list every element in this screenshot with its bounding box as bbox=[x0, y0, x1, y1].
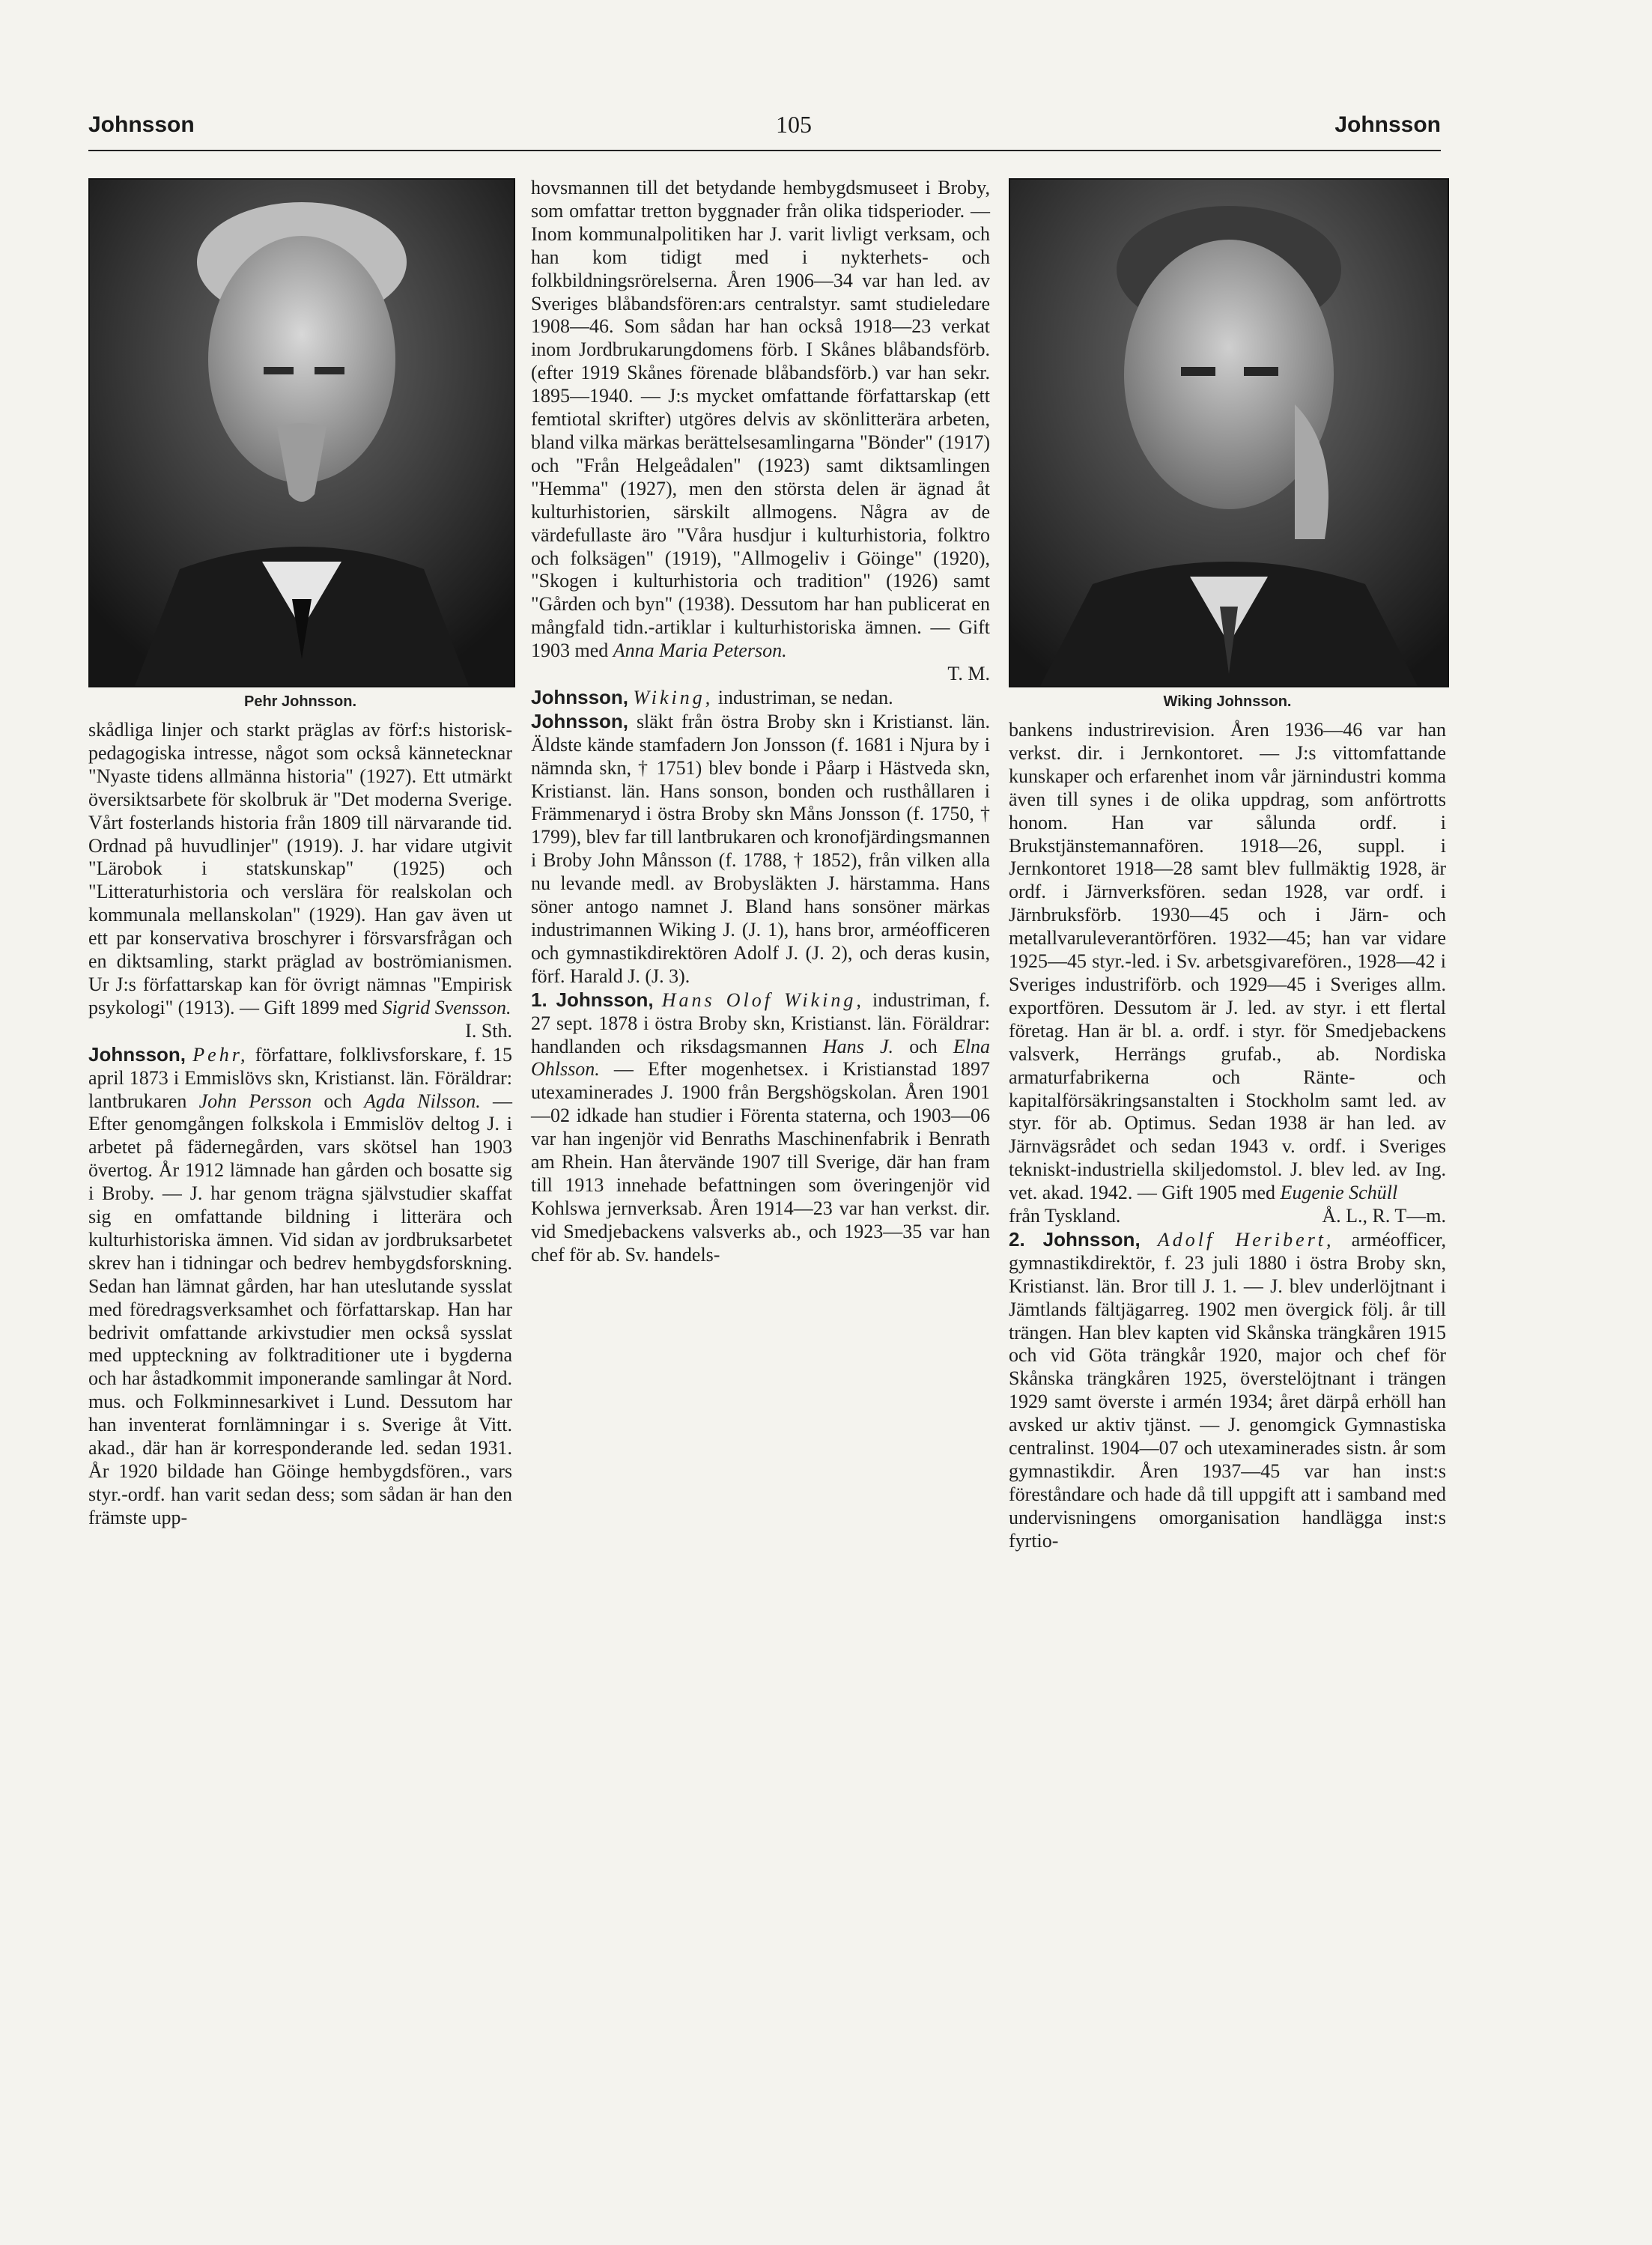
paragraph-continuation: bankens industrirevision. Åren 1936—46 var han verkst. dir. i Jernkontoret. — J:s vittomfattande kunskaper och erfarenhet inom vår järnindustri komma även till synes i de olika uppdrag, som anförtrotts honom. Han var sålunda ordf. i Brukstjänstemannafören. 1918—26, suppl. i Jernkontoret 1918—28 samt blev fullmäktig 1928, är ordf. i Järnverksfören. sedan 1928, var ordf. i Järnbruksförb. 1930—45 och i Järn- och metallvaruleverantörfören. 1932—45; han var vidare 1925—45 styr.-led. i Sv. arbetsgivarefören., 1928—42 i Sveriges industriförb. och 1929—45 i Sveriges allm. exportfören. Dessutom är J. led. av styr. i ett flertal företag. Han är bl. a. ordf. i styr. för Smedjebackens valsverk, Herrängs grufab., ab. Nordiska armaturfabrikerna och Ränte- och kapitalförsäkringsanstalten i Stockholm samt led. av styr. för ab. Optimus. Sedan 1938 är han led. av Järnvägsrådet och sedan 1943 v. ordf. i Sveriges tekniskt-industriella skiljedomstol. J. blev led. av Ing. vet. akad. 1942. — Gift 1905 med Eugenie Schüll bbox=[1009, 719, 1446, 1204]
page-number: 105 bbox=[776, 111, 812, 138]
text-column-3 bbox=[1009, 719, 1446, 1553]
header-rule bbox=[88, 150, 1441, 151]
portrait-photo-pehr bbox=[88, 178, 515, 687]
author-signature: från Tyskland. Å. L., R. T—m. bbox=[1009, 1205, 1446, 1227]
running-head-left: Johnsson bbox=[88, 112, 195, 137]
entry-cross-reference: Johnsson, Wiking, industriman, se nedan. bbox=[531, 685, 893, 708]
portrait-1-image bbox=[90, 180, 514, 686]
portrait-1-caption: Pehr Johnsson. bbox=[243, 693, 357, 710]
entry-wiking-johnsson: 1. Johnsson, Hans Olof Wiking, industriman, f. 27 sept. 1878 i östra Broby skn, Kristianst. län. Föräldrar: handlanden och riksdagsmannen Hans J. och Elna Ohlsson. — Efter mogenhetsex. i Kristianstad 1897 utexaminerades J. 1900 från Bergshögskolan. Åren 1901—02 idkade han studier i Förenta staterna, och 1903—06 var han ingenjör vid Benraths Maschinenfabrik i Benrath am Rhein. Han återvände 1907 till Sverige, där han fram till 1913 innehade befattningen som överingenjör vid Kohlswa jernverksab. Åren 1914—23 var han verkst. dir. vid Smedjebackens valsverks ab., och 1923—35 var han chef för ab. Sv. handels- bbox=[531, 988, 991, 1266]
entry-adolf-johnsson: 2. Johnsson, Adolf Heribert, arméofficer, gymnastikdirektör, f. 23 juli 1880 i östra Broby skn, Kristianst. län. Bror till J. 1. — J. blev underlöjtnant i Jämtlands fältjägarreg. 1902 men övergick följ. år till trängen. Han blev kapten vid Skånska trängkåren 1915 och vid Göta trängkår 1920, major och chef för Skånska trängkåren 1925, överstelöjtnant i trängen 1929 samt överste i armén 1934; året därpå erhöll han avsked ur aktiv tjänst. — J. genomgick Gymnastiska centralinst. 1904—07 och utexaminerades sistn. år som gymnastikdir. Åren 1937—45 var han inst:s föreståndare och hade då till uppgift att i samband med undervisningens omorganisation handlägga inst:s fyrtio- bbox=[1009, 1227, 1447, 1552]
running-head-right: Johnsson bbox=[1334, 112, 1441, 137]
author-signature: T. M. bbox=[947, 663, 990, 685]
author-signature: I. Sth. bbox=[465, 1019, 512, 1042]
text-column-2 bbox=[531, 177, 990, 1267]
portrait-2-caption: Wiking Johnsson. bbox=[1163, 693, 1292, 710]
paragraph-continuation: skådliga linjer och starkt präglas av förf:s historisk-pedagogiska intresse, något som också kännetecknar "Nyaste tidens allmänna historia" (1927). Ett utmärkt översiktsarbete för skolbruk är "Det moderna Sverige. Vårt fosterlands historia från 1809 till närvarande tid. Ordnad på huvudlinjer" (1919). J. har vidare utgivit "Lärobok i statskunskap" (1925) och "Litteraturhistoria och verslära för realskolan och kommunala mellanskolan" (1929). Han gav även ut ett par konservativa broschyrer i försvarsfrågan och en diktsamling, starkt präglad av boströmianismen. Ur J:s författarskap kan för övrigt nämnas "Empirisk psykologi" (1913). — Gift 1899 med Sigrid Svensson. bbox=[88, 719, 512, 1018]
entry-family-johnsson: Johnsson, släkt från östra Broby skn i Kristianst. län. Äldste kände stamfadern Jon Jonsson (f. 1681 i Njura by i nämnda skn, † 1751) blev bonde i Påarp i Hästveda skn, Kristianst. län. Hans sonson, bonden och rusthållaren i Främmenaryd i östra Broby skn Måns Jonsson (f. 1750, † 1799), blev far till lantbrukaren och kronofjärdingsmannen i Broby John Månsson (f. 1788, † 1852), från vilken alla nu levande medl. av Brobysläkten J. härstamma. Hans söner antogo namnet J. Bland hans sonsöner märkas industrimannen Wiking J. (J. 1), hans bror, arméofficeren och gymnastikdirektören Adolf J. (J. 2), och deras kusin, förf. Harald J. (J. 3). bbox=[531, 709, 991, 987]
entry-pehr-johnsson: Johnsson, Pehr, författare, folklivsforskare, f. 15 april 1873 i Emmislövs skn, Kristianst. län. Föräldrar: lantbrukaren John Persson och Agda Nilsson. — Efter genomgången folkskola i Emmislöv deltog J. i arbetet på fädernegården, vars skötsel han 1903 övertog. År 1912 lämnade han gården och bosatte sig i Broby. — J. har genom trägna självstudier skaffat sig en omfattande bildning i litterära och kulturhistoriska ämnen. Vid sidan av jordbruksarbetet skrev han i tidningar och bedrev hembygdsforskning. Sedan han lämnat gården, har han uteslutande sysslat med föredragsverksamhet och författarskap. Han har bedrivit omfattande arkivstudier men också sysslat med uppteckning av folktraditioner ute i bygderna och har åstadkommit imponerande samlingar åt Nord. mus. och Folkminnesarkivet i Lund. Dessutom har han inventerat fornlämningar i s. Sverige åt Vitt. akad., där han är korresponderande led. sedan 1931. År 1920 bildade han Göinge hembygdsfören., vars styr.-ordf. han varit sedan dess; som sådan är han den främste upp- bbox=[88, 1042, 512, 1528]
portrait-2-image bbox=[1010, 180, 1448, 686]
portrait-photo-wiking bbox=[1009, 178, 1449, 687]
text-column-1 bbox=[88, 719, 512, 1530]
paragraph-continuation: hovsmannen till det betydande hembygdsmuseet i Broby, som omfattar tretton byggnader från olika tidsperioder. — Inom kommunalpolitiken har J. varit livligt verksam, och han kom tidigt med i nykterhets- och folkbildningsrörelserna. Åren 1906—34 var han led. av Sveriges blåbandsfören:ars centralstyr. samt studieledare 1908—46. Som sådan har han också 1918—23 verkat inom Jordbrukarungdomens förb. I Skånes blåbandsförb. (efter 1919 Skånes förenade blåbandsförb.) var han sekr. 1895—1940. — J:s mycket omfattande författarskap (ett femtiotal skrifter) utgöres delvis av skönlitterära arbeten, bland vilka märkas berättelsesamlingarna "Bönder" (1917) och "Från Helgeådalen" (1923) samt diktsamlingen "Hemma" (1927), men den största delen är ägnad åt kulturhistorien, särskilt allmogens. Några av de värdefullaste äro "Våra husdjur i kulturhistoria, folktro och folksägen" (1919), "Allmogeliv i Göinge" (1920), "Skogen i kulturhistoria och tradition" (1926) samt "Gården och byn" (1938). Dessutom har han publicerat en mångfald tidn.-artiklar i kulturhistoriska ämnen. — Gift 1903 med Anna Maria Peterson. bbox=[531, 177, 990, 662]
